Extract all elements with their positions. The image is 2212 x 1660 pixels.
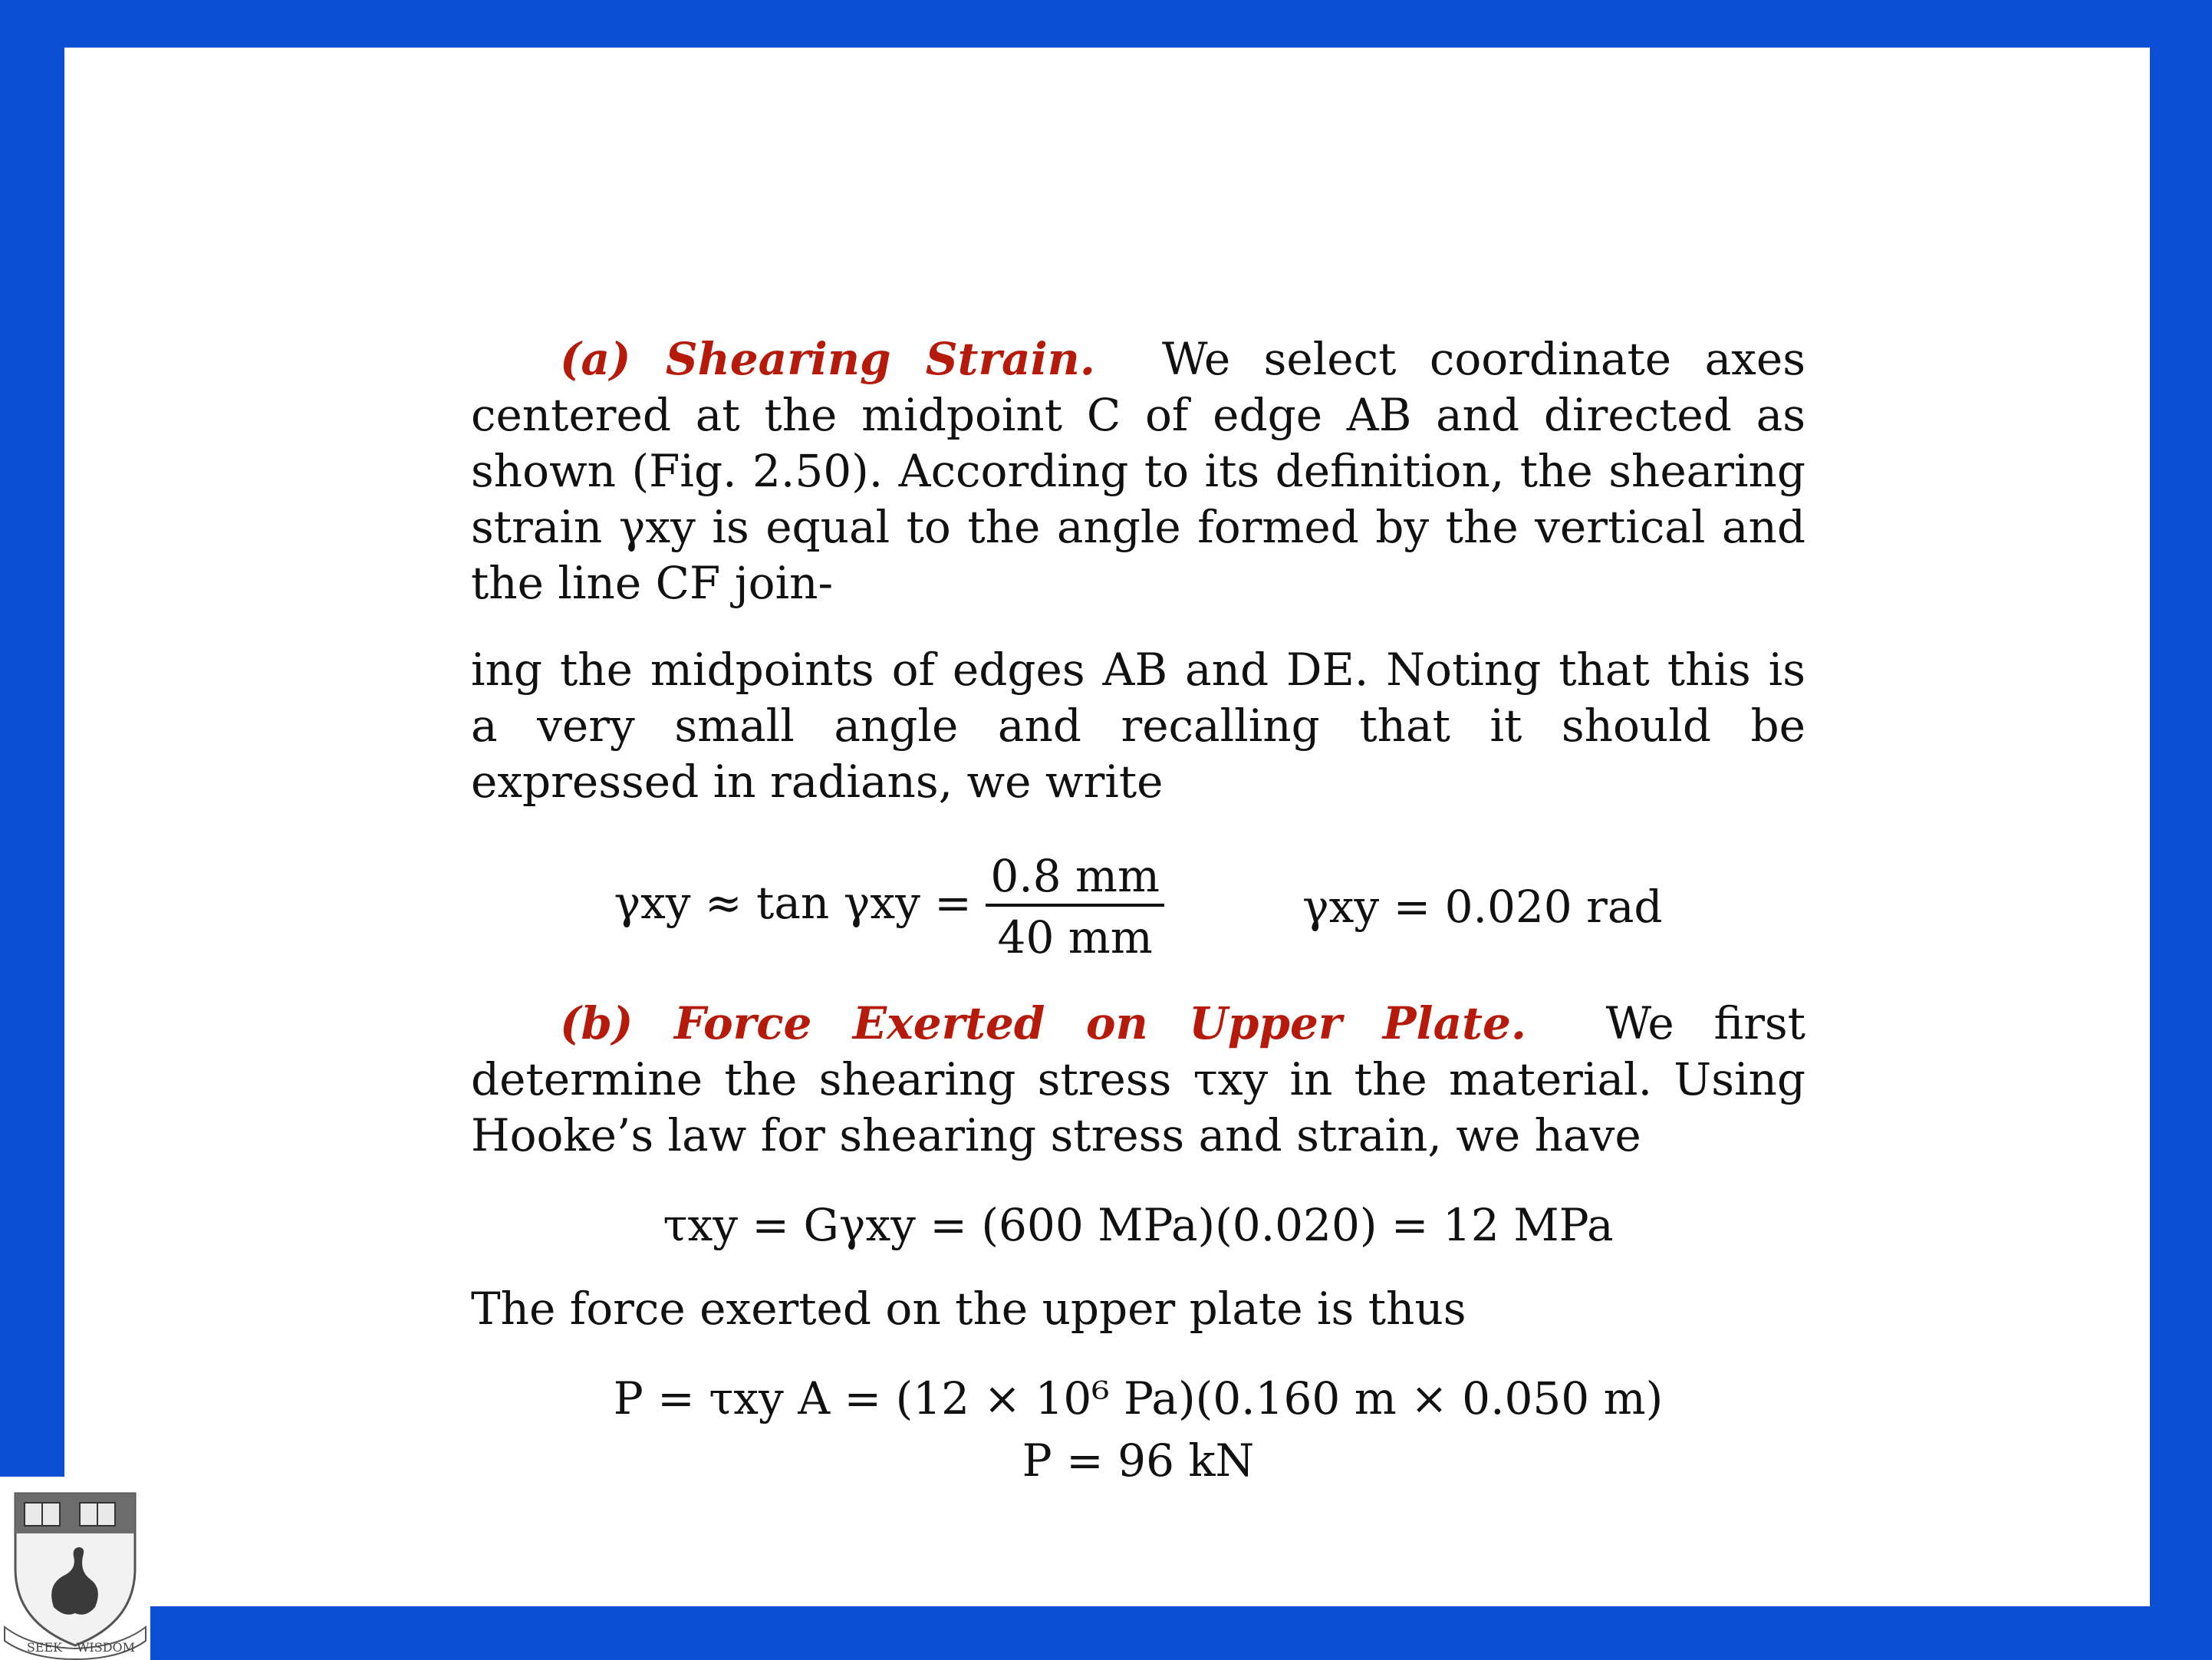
part-a-heading: (a) Shearing Strain. [560,333,1095,385]
part-b-text: We first determine the shearing stress τxy in the material. Using Hooke’s law for shearing stress and strain, we have [471,997,1805,1161]
force-equation: P = τxy A = (12 × 10⁶ Pa)(0.160 m × 0.050 m) [613,1372,1664,1425]
part-a-paragraph [471,331,1805,611]
slide-content-area [64,48,2150,1606]
shear-strain-fraction [986,848,1164,965]
textbook-excerpt [471,331,1805,1510]
part-b-heading: (b) Force Exerted on Upper Plate. [560,997,1527,1049]
fraction-numerator: 0.8 mm [986,848,1164,907]
shear-strain-equation [471,848,1805,965]
part-a-paragraph-continued: ing the midpoints of edges AB and DE. Noting that this is a very small angle and recalling that it should be expressed in radians, we write [471,644,1805,808]
shear-stress-equation: τxy = Gγxy = (600 MPa)(0.020) = 12 MPa [663,1199,1614,1251]
shear-strain-lhs: γxy ≈ tan γxy = [614,877,972,930]
shear-strain-result: γxy = 0.020 rad [1302,880,1663,933]
part-b-paragraph [471,996,1805,1164]
force-result: P = 96 kN [1022,1434,1255,1487]
part-a-text: We select coordinate axes centered at the midpoint C of edge AB and directed as shown (Fig. 2.50). According to its definition, the shearing strain γxy is equal to the angle formed by the vertical and the line CF join- [471,333,1805,609]
force-sentence: The force exerted on the upper plate is thus [471,1283,1466,1335]
university-crest-icon [0,1477,150,1660]
motto-left: SEEK [26,1640,63,1655]
motto-right: WISDOM [76,1640,136,1655]
fraction-denominator: 40 mm [997,911,1153,963]
